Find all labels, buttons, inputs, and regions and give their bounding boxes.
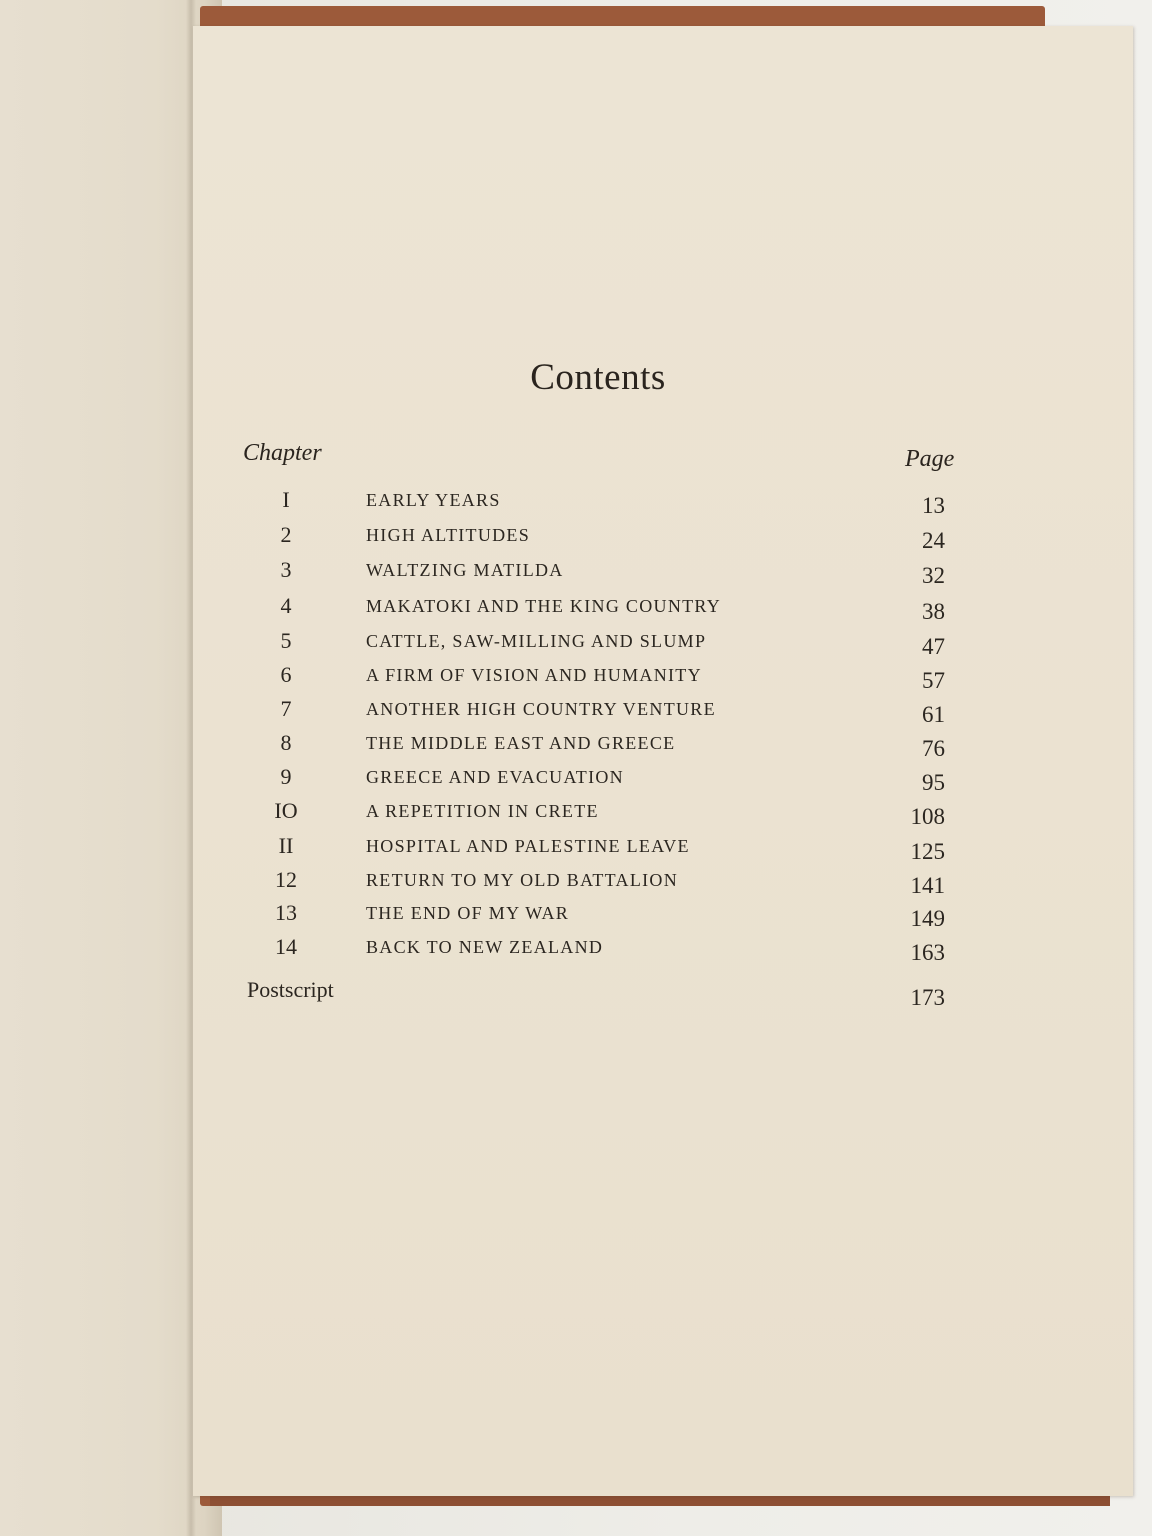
chapter-title: GREECE AND EVACUATION [366,767,624,787]
chapter-number: 5 [280,628,292,653]
page-number: 61 [922,702,945,727]
page-number: 163 [910,940,945,965]
toc-row [193,522,1133,555]
postscript-title: Postscript [247,977,334,1002]
chapter-title: RETURN TO MY OLD BATTALION [366,870,679,890]
page-number: 173 [910,985,945,1010]
chapter-title: EARLY YEARS [366,490,501,510]
chapter-number: 13 [275,900,297,925]
toc-row [193,593,1133,626]
toc-row-postscript [193,977,1133,1010]
chapter-title: CATTLE, SAW-MILLING AND SLUMP [366,631,707,651]
chapter-number: 3 [280,557,292,582]
chapter-column-header: Chapter [243,440,322,466]
chapter-title: THE END OF MY WAR [366,903,570,923]
chapter-number: 7 [280,696,292,721]
page-number: 149 [910,906,945,931]
page-title: Contents [530,357,666,398]
chapter-title: THE MIDDLE EAST AND GREECE [366,733,676,753]
chapter-title: A REPETITION IN CRETE [366,801,599,821]
chapter-title: BACK TO NEW ZEALAND [366,937,604,957]
toc-row [193,900,1133,933]
contents-page [193,26,1133,1496]
chapter-number: IO [274,798,298,823]
chapter-title: MAKATOKI AND THE KING COUNTRY [366,596,722,616]
chapter-number: 12 [275,867,297,892]
page-number: 24 [922,528,945,553]
toc-row [193,764,1133,797]
page-column-header: Page [905,446,955,472]
chapter-number: 2 [280,522,292,547]
chapter-title: HIGH ALTITUDES [366,525,531,545]
chapter-number: 8 [280,730,292,755]
page-number: 57 [922,668,945,693]
chapter-number: I [282,487,290,512]
page-number: 13 [922,493,945,518]
toc-row [193,798,1133,831]
toc-row [193,696,1133,729]
page-number: 76 [922,736,945,761]
chapter-number: 6 [280,662,292,687]
chapter-title: HOSPITAL AND PALESTINE LEAVE [366,836,690,856]
toc-row [193,628,1133,661]
toc-row [193,867,1133,900]
page-number: 95 [922,770,945,795]
chapter-title: ANOTHER HIGH COUNTRY VENTURE [366,699,716,719]
chapter-number: 14 [275,934,297,959]
page-number: 125 [910,839,945,864]
chapter-number: 4 [280,593,292,618]
toc-row [193,730,1133,763]
toc-row [193,557,1133,590]
chapter-number: II [278,833,294,858]
toc-row [193,833,1133,866]
chapter-title: WALTZING MATILDA [366,560,564,580]
page-number: 108 [910,804,945,829]
chapter-title: A FIRM OF VISION AND HUMANITY [366,665,702,685]
chapter-number: 9 [280,764,292,789]
toc-row [193,934,1133,967]
page-number: 38 [922,599,945,624]
toc-row [193,662,1133,695]
page-number: 32 [922,563,945,588]
page-number: 47 [922,634,945,659]
toc-row [193,487,1133,520]
page-number: 141 [910,873,945,898]
